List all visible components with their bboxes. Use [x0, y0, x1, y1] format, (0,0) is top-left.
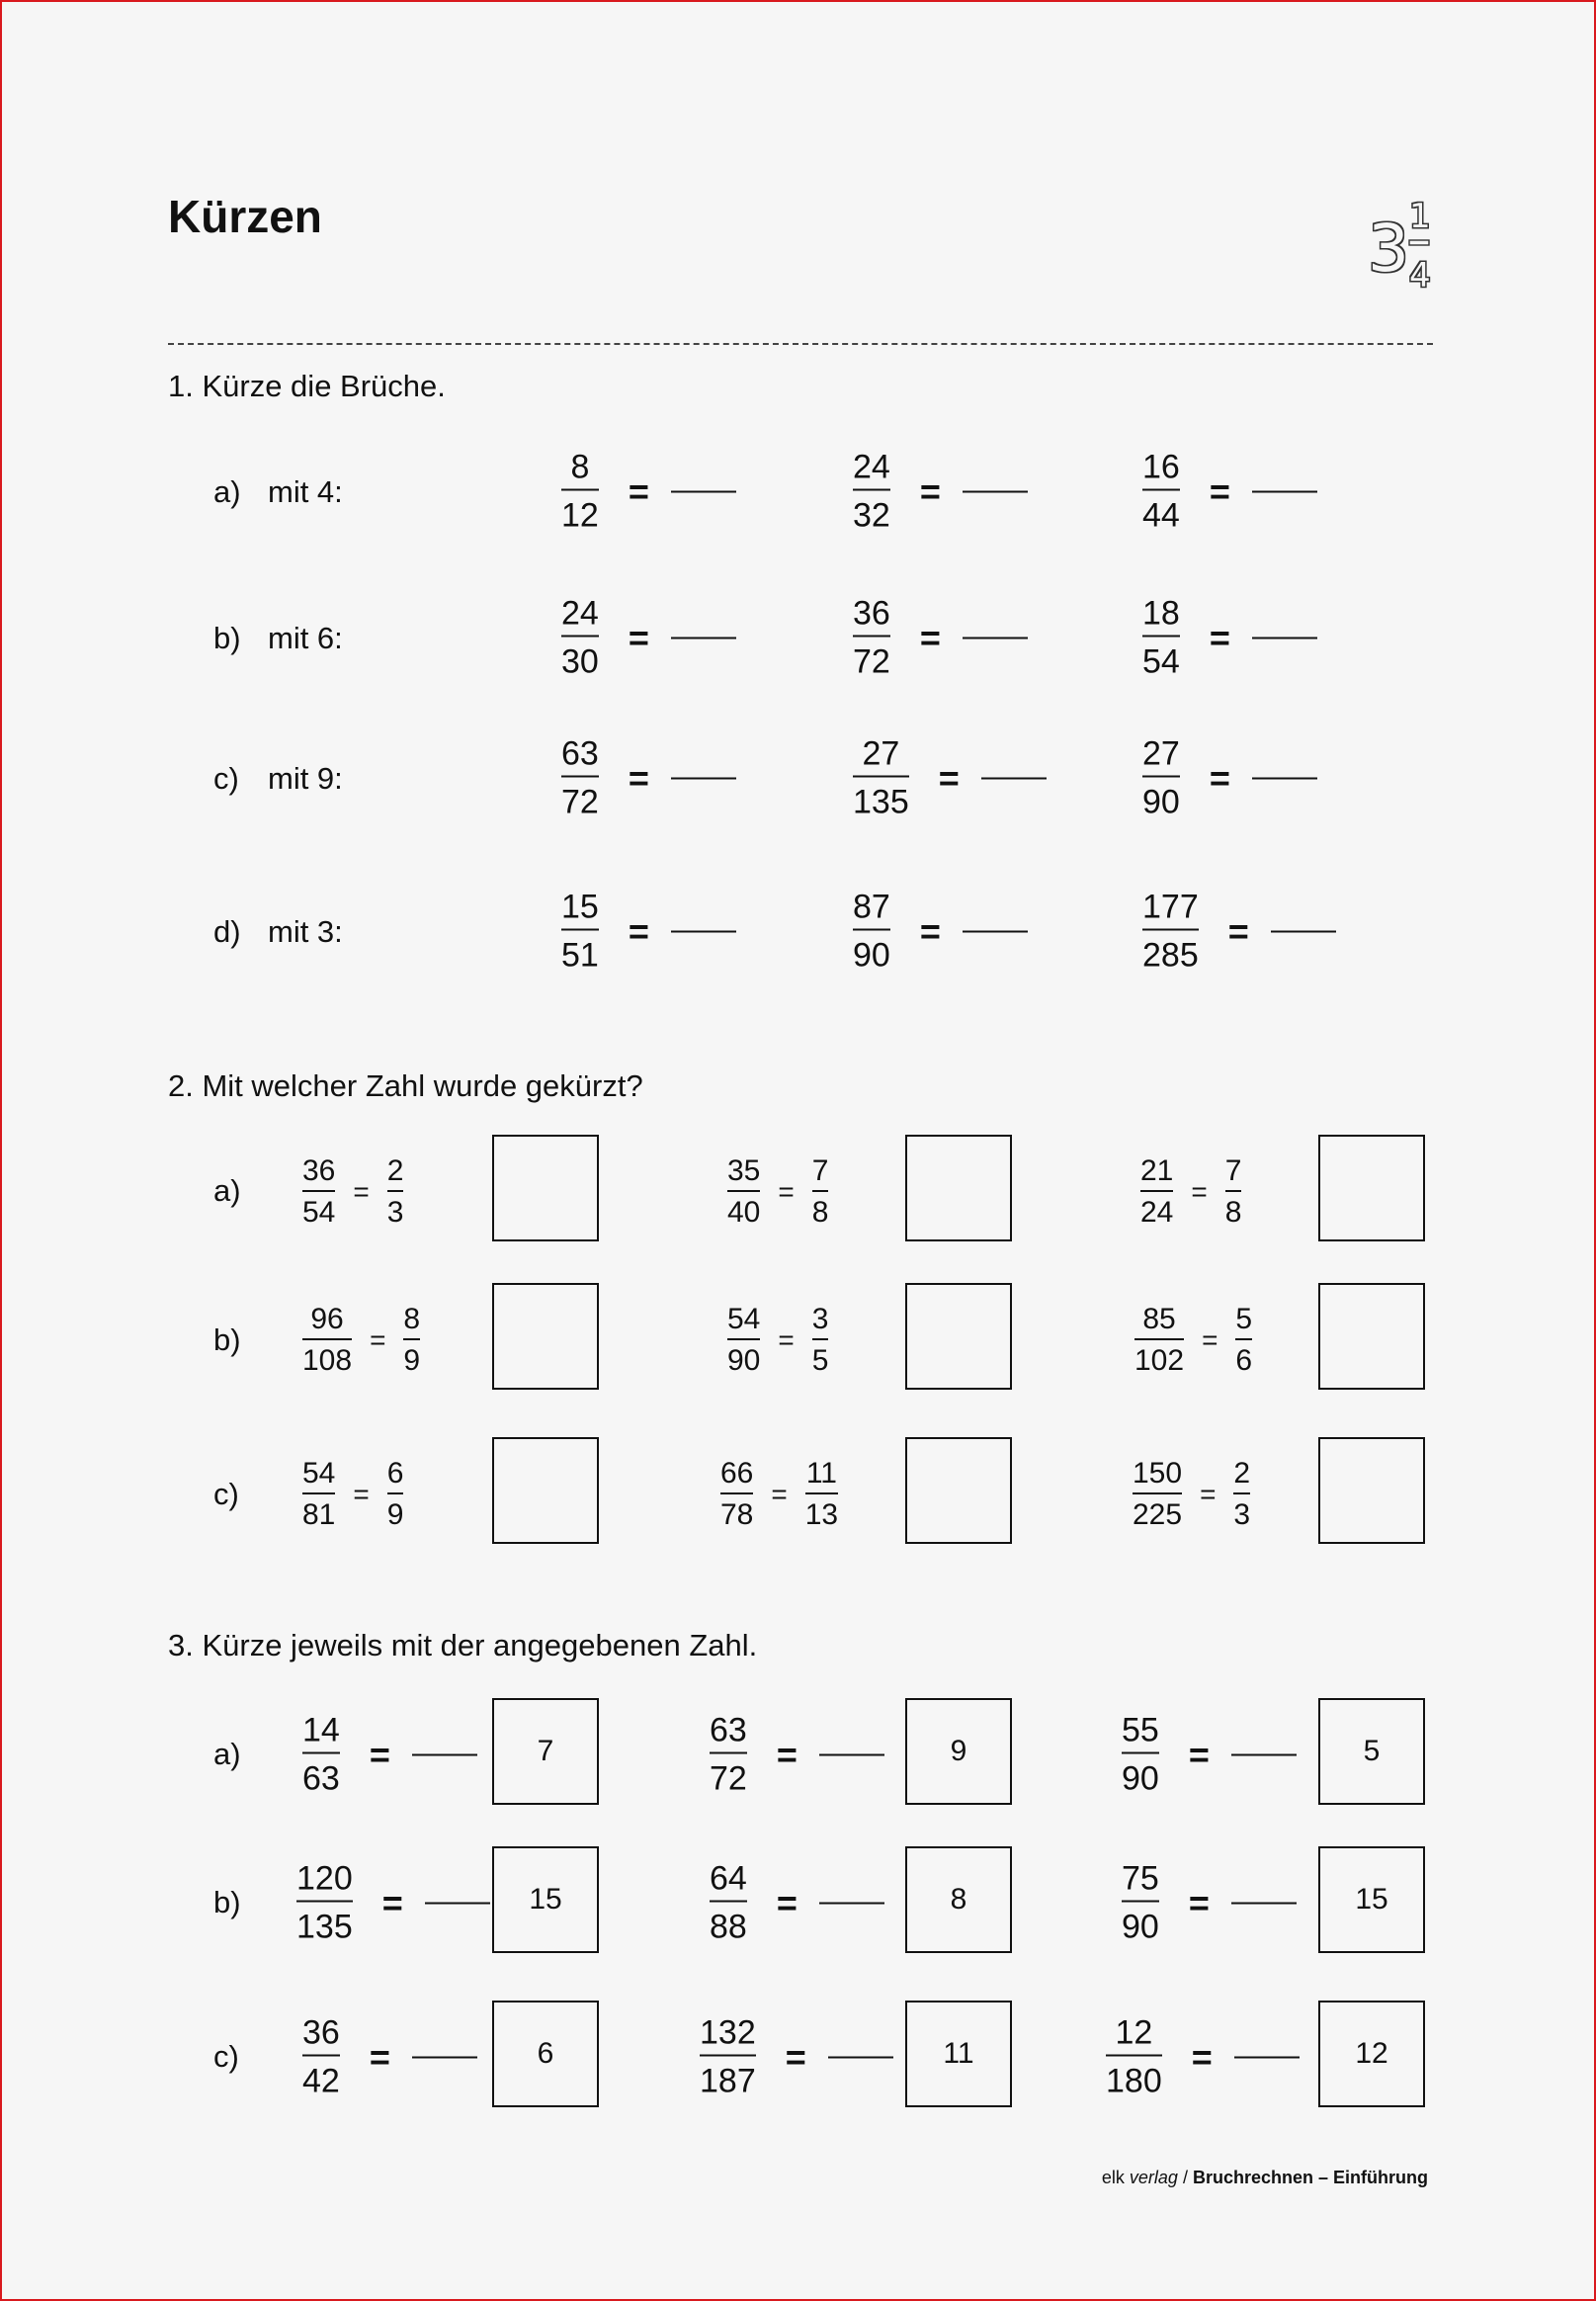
divisor-box: 5 — [1318, 1698, 1425, 1805]
fraction-bar — [853, 636, 890, 638]
denominator: 90 — [1142, 783, 1180, 821]
fraction-bar — [1142, 776, 1180, 778]
numerator: 11 — [805, 1457, 837, 1490]
numerator: 15 — [561, 888, 599, 926]
numerator: 54 — [727, 1303, 761, 1335]
numerator: 35 — [727, 1154, 761, 1187]
fraction-equation — [302, 1459, 403, 1530]
fraction-exercise — [700, 2013, 893, 2100]
fraction-bar — [387, 1190, 404, 1192]
answer-box[interactable] — [905, 1283, 1012, 1390]
numerator: 64 — [710, 1859, 747, 1898]
answer-blank[interactable] — [671, 637, 736, 639]
fraction-exercise — [561, 448, 736, 535]
fraction-equation — [302, 1156, 403, 1228]
numerator: 18 — [1142, 594, 1180, 633]
equals-sign: = — [353, 1479, 370, 1509]
equals-sign: = — [778, 1176, 795, 1207]
fraction — [710, 1859, 747, 1946]
denominator: 180 — [1106, 2062, 1162, 2100]
fraction — [302, 1459, 335, 1530]
answer-box[interactable] — [1318, 1437, 1425, 1544]
numerator: 6 — [386, 1457, 404, 1490]
fraction — [387, 1459, 404, 1530]
fraction-three-quarter-logo-icon — [1366, 188, 1437, 297]
equals-sign: = — [1200, 1479, 1217, 1509]
fraction — [1142, 594, 1180, 681]
numerator: 36 — [302, 1154, 336, 1187]
denominator: 9 — [386, 1498, 404, 1531]
denominator: 90 — [727, 1344, 761, 1377]
divisor-box: 9 — [905, 1698, 1012, 1805]
fraction — [302, 1305, 352, 1376]
equals-sign: = — [353, 1176, 370, 1207]
fraction-bar — [302, 1338, 352, 1340]
denominator: 3 — [1233, 1498, 1251, 1531]
numerator: 8 — [403, 1303, 421, 1335]
divisor-box: 12 — [1318, 2001, 1425, 2107]
denominator: 102 — [1134, 1344, 1185, 1377]
equals-sign: = — [785, 2036, 806, 2077]
denominator: 6 — [1235, 1344, 1253, 1377]
fraction-bar — [805, 1492, 838, 1494]
fraction-exercise — [561, 734, 736, 821]
row-label: d) — [213, 914, 241, 949]
footer-separator: / — [1182, 2168, 1188, 2187]
row-label: c) — [213, 761, 239, 796]
equals-sign: = — [919, 910, 941, 951]
divisor-box: 8 — [905, 1846, 1012, 1953]
fraction-equation — [1140, 1156, 1241, 1228]
fraction — [812, 1305, 829, 1376]
numerator: 54 — [302, 1457, 336, 1490]
fraction — [1235, 1305, 1252, 1376]
numerator: 120 — [296, 1859, 353, 1898]
row-label: b) — [213, 1885, 241, 1919]
numerator: 2 — [386, 1154, 404, 1187]
denominator: 88 — [710, 1908, 747, 1946]
fraction-equation — [720, 1459, 838, 1530]
exercise-3-title: 3. Kürze jeweils mit der angegebenen Zahl. — [168, 1628, 758, 1662]
numerator: 27 — [1142, 734, 1180, 773]
row-instruction: mit 9: — [268, 761, 343, 796]
fraction — [1140, 1156, 1173, 1228]
fraction-exercise — [561, 594, 736, 681]
answer-box[interactable] — [905, 1437, 1012, 1544]
numerator: 96 — [310, 1303, 344, 1335]
fraction — [1225, 1156, 1242, 1228]
denominator: 5 — [811, 1344, 829, 1377]
answer-blank[interactable] — [412, 1753, 477, 1755]
fraction-bar — [561, 636, 599, 638]
row-label: a) — [213, 474, 241, 509]
row-instruction: mit 6: — [268, 621, 343, 655]
fraction-exercise — [1142, 734, 1317, 821]
denominator: 24 — [1140, 1196, 1174, 1229]
fraction-exercise — [853, 448, 1028, 535]
answer-blank[interactable] — [819, 1753, 884, 1755]
fraction-exercise — [302, 1711, 477, 1798]
numerator: 36 — [853, 594, 890, 633]
fraction-bar — [1235, 1338, 1252, 1340]
divisor-box: 6 — [492, 2001, 599, 2107]
numerator: 85 — [1142, 1303, 1176, 1335]
answer-blank[interactable] — [671, 930, 736, 932]
fraction-bar — [296, 1901, 353, 1903]
fraction — [1133, 1459, 1182, 1530]
fraction — [387, 1156, 404, 1228]
numerator: 7 — [1224, 1154, 1242, 1187]
fraction — [302, 1711, 340, 1798]
fraction — [302, 2013, 340, 2100]
numerator: 7 — [811, 1154, 829, 1187]
fraction-bar — [853, 489, 890, 491]
fraction-bar — [710, 1752, 747, 1754]
fraction-exercise — [1122, 1859, 1297, 1946]
answer-box[interactable] — [492, 1437, 599, 1544]
fraction-bar — [403, 1338, 420, 1340]
denominator: 135 — [853, 783, 909, 821]
fraction-exercise — [853, 594, 1028, 681]
denominator: 81 — [302, 1498, 336, 1531]
fraction-bar — [302, 1190, 335, 1192]
denominator: 285 — [1142, 936, 1199, 975]
fraction-exercise — [561, 888, 736, 975]
answer-blank[interactable] — [412, 2056, 477, 2058]
fraction-exercise — [302, 2013, 477, 2100]
fraction-bar — [561, 489, 599, 491]
fraction — [1142, 888, 1199, 975]
fraction — [561, 888, 599, 975]
fraction-exercise — [1142, 888, 1336, 975]
row-label: a) — [213, 1173, 241, 1208]
equals-sign: = — [1191, 2036, 1213, 2077]
fraction-bar — [853, 776, 909, 778]
numerator: 55 — [1122, 1711, 1159, 1749]
fraction — [1106, 2013, 1162, 2100]
denominator: 54 — [302, 1196, 336, 1229]
fraction-bar — [387, 1492, 404, 1494]
fraction-exercise — [1122, 1711, 1297, 1798]
answer-blank[interactable] — [1271, 930, 1336, 932]
fraction-bar — [1142, 929, 1199, 931]
numerator: 8 — [570, 448, 590, 486]
denominator: 72 — [561, 783, 599, 821]
fraction — [1134, 1305, 1184, 1376]
fraction-bar — [727, 1338, 760, 1340]
denominator: 30 — [561, 642, 599, 681]
denominator: 32 — [853, 496, 890, 535]
answer-blank[interactable] — [1231, 1902, 1297, 1904]
fraction-bar — [710, 1901, 747, 1903]
equals-sign: = — [1188, 1882, 1210, 1922]
fraction-exercise — [853, 888, 1028, 975]
denominator: 54 — [1142, 642, 1180, 681]
fraction — [403, 1305, 420, 1376]
denominator: 42 — [302, 2062, 340, 2100]
equals-sign: = — [381, 1882, 403, 1922]
logo-fraction-bar — [1409, 240, 1429, 245]
denominator: 90 — [853, 936, 890, 975]
row-label: b) — [213, 1322, 241, 1357]
fraction-bar — [727, 1190, 760, 1192]
logo-whole: 3 — [1368, 211, 1409, 287]
equals-sign: = — [1209, 470, 1230, 511]
equals-sign: = — [369, 1734, 390, 1774]
equals-sign: = — [919, 617, 941, 657]
fraction — [812, 1156, 829, 1228]
equals-sign: = — [771, 1479, 788, 1509]
fraction — [720, 1459, 753, 1530]
fraction-equation — [727, 1156, 828, 1228]
fraction-bar — [561, 929, 599, 931]
denominator: 90 — [1122, 1908, 1159, 1946]
row-label: c) — [213, 2039, 239, 2074]
numerator: 24 — [561, 594, 599, 633]
equals-sign: = — [369, 2036, 390, 2077]
fraction — [1142, 448, 1180, 535]
fraction — [1142, 734, 1180, 821]
fraction — [1233, 1459, 1250, 1530]
denominator: 225 — [1133, 1498, 1183, 1531]
exercise-1-title: 1. Kürze die Brüche. — [168, 369, 446, 403]
fraction — [710, 1711, 747, 1798]
answer-box[interactable] — [492, 1135, 599, 1241]
equals-sign: = — [1209, 617, 1230, 657]
answer-blank[interactable] — [671, 490, 736, 492]
divisor-box: 15 — [492, 1846, 599, 1953]
numerator: 75 — [1122, 1859, 1159, 1898]
fraction-exercise — [296, 1859, 490, 1946]
answer-blank[interactable] — [1252, 637, 1317, 639]
row-label: a) — [213, 1737, 241, 1771]
fraction-bar — [1142, 489, 1180, 491]
denominator: 44 — [1142, 496, 1180, 535]
denominator: 9 — [403, 1344, 421, 1377]
numerator: 36 — [302, 2013, 340, 2052]
denominator: 51 — [561, 936, 599, 975]
numerator: 132 — [700, 2013, 756, 2052]
equals-sign: = — [776, 1734, 798, 1774]
fraction-bar — [1134, 1338, 1184, 1340]
row-label: b) — [213, 621, 241, 655]
equals-sign: = — [1209, 757, 1230, 798]
numerator: 12 — [1115, 2013, 1153, 2052]
numerator: 16 — [1142, 448, 1180, 486]
row-label: c) — [213, 1477, 239, 1511]
denominator: 12 — [561, 496, 599, 535]
fraction — [1122, 1859, 1159, 1946]
equals-sign: = — [628, 617, 649, 657]
fraction — [805, 1459, 838, 1530]
equals-sign: = — [1202, 1324, 1218, 1355]
numerator: 14 — [302, 1711, 340, 1749]
answer-blank[interactable] — [1252, 490, 1317, 492]
equals-sign: = — [776, 1882, 798, 1922]
fraction-bar — [853, 929, 890, 931]
divisor-box: 11 — [905, 2001, 1012, 2107]
footer-publisher: elk — [1101, 2168, 1125, 2187]
equals-sign: = — [1191, 1176, 1208, 1207]
fraction — [561, 734, 599, 821]
divisor-box: 7 — [492, 1698, 599, 1805]
numerator: 66 — [720, 1457, 754, 1490]
fraction-bar — [812, 1338, 829, 1340]
fraction-bar — [1122, 1752, 1159, 1754]
denominator: 13 — [804, 1498, 839, 1531]
equals-sign: = — [778, 1324, 795, 1355]
answer-blank[interactable] — [425, 1902, 490, 1904]
equals-sign: = — [1227, 910, 1249, 951]
denominator: 72 — [710, 1759, 747, 1798]
fraction — [853, 448, 890, 535]
numerator: 150 — [1133, 1457, 1183, 1490]
fraction-bar — [700, 2055, 756, 2057]
fraction — [727, 1156, 760, 1228]
denominator: 108 — [302, 1344, 353, 1377]
dashed-divider — [168, 343, 1433, 345]
denominator: 8 — [811, 1196, 829, 1229]
answer-box[interactable] — [905, 1135, 1012, 1241]
row-instruction: mit 4: — [268, 474, 343, 509]
denominator: 90 — [1122, 1759, 1159, 1798]
fraction — [561, 594, 599, 681]
fraction-bar — [1133, 1492, 1182, 1494]
equals-sign: = — [1188, 1734, 1210, 1774]
fraction — [561, 448, 599, 535]
fraction-bar — [1225, 1190, 1242, 1192]
equals-sign: = — [628, 470, 649, 511]
logo-numerator: 1 — [1409, 197, 1431, 236]
fraction-bar — [1122, 1901, 1159, 1903]
numerator: 21 — [1140, 1154, 1174, 1187]
fraction-exercise — [710, 1859, 884, 1946]
fraction — [1122, 1711, 1159, 1798]
fraction-bar — [302, 1492, 335, 1494]
fraction-bar — [302, 2055, 340, 2057]
answer-box[interactable] — [492, 1283, 599, 1390]
footer-credit — [1102, 2168, 1428, 2188]
fraction-bar — [302, 1752, 340, 1754]
answer-blank[interactable] — [1234, 2056, 1300, 2058]
answer-blank[interactable] — [828, 2056, 893, 2058]
divisor-box: 15 — [1318, 1846, 1425, 1953]
equals-sign: = — [628, 757, 649, 798]
page-title: Kürzen — [168, 191, 322, 242]
footer-verlag: verlag — [1129, 2168, 1178, 2187]
denominator: 40 — [727, 1196, 761, 1229]
fraction-bar — [561, 776, 599, 778]
fraction — [853, 734, 909, 821]
fraction — [302, 1156, 335, 1228]
fraction — [700, 2013, 756, 2100]
fraction-bar — [720, 1492, 753, 1494]
answer-blank[interactable] — [963, 490, 1028, 492]
fraction — [296, 1859, 353, 1946]
answer-blank[interactable] — [981, 777, 1047, 779]
denominator: 8 — [1224, 1196, 1242, 1229]
numerator: 2 — [1233, 1457, 1251, 1490]
fraction-bar — [1142, 636, 1180, 638]
denominator: 63 — [302, 1759, 340, 1798]
equals-sign: = — [628, 910, 649, 951]
numerator: 5 — [1235, 1303, 1253, 1335]
numerator: 24 — [853, 448, 890, 486]
equals-sign: = — [919, 470, 941, 511]
answer-blank[interactable] — [1231, 1753, 1297, 1755]
numerator: 87 — [853, 888, 890, 926]
numerator: 27 — [862, 734, 900, 773]
numerator: 63 — [561, 734, 599, 773]
numerator: 3 — [811, 1303, 829, 1335]
numerator: 63 — [710, 1711, 747, 1749]
fraction-equation — [302, 1305, 420, 1376]
fraction-exercise — [1142, 448, 1317, 535]
answer-blank[interactable] — [963, 637, 1028, 639]
fraction-equation — [1133, 1459, 1250, 1530]
fraction-exercise — [1142, 594, 1317, 681]
answer-blank[interactable] — [1252, 777, 1317, 779]
answer-blank[interactable] — [819, 1902, 884, 1904]
fraction-exercise — [710, 1711, 884, 1798]
fraction — [853, 594, 890, 681]
logo-denominator: 4 — [1409, 256, 1431, 296]
fraction-exercise — [853, 734, 1047, 821]
fraction-exercise — [1106, 2013, 1300, 2100]
fraction-bar — [812, 1190, 829, 1192]
denominator: 78 — [720, 1498, 754, 1531]
denominator: 72 — [853, 642, 890, 681]
equals-sign: = — [370, 1324, 386, 1355]
denominator: 187 — [700, 2062, 756, 2100]
answer-blank[interactable] — [963, 930, 1028, 932]
fraction-bar — [1140, 1190, 1173, 1192]
row-instruction: mit 3: — [268, 914, 343, 949]
answer-box[interactable] — [1318, 1283, 1425, 1390]
fraction-equation — [727, 1305, 828, 1376]
denominator: 135 — [296, 1908, 353, 1946]
numerator: 177 — [1142, 888, 1199, 926]
fraction-equation — [1134, 1305, 1252, 1376]
fraction-bar — [1106, 2055, 1162, 2057]
denominator: 3 — [386, 1196, 404, 1229]
answer-blank[interactable] — [671, 777, 736, 779]
answer-box[interactable] — [1318, 1135, 1425, 1241]
equals-sign: = — [938, 757, 960, 798]
fraction — [727, 1305, 760, 1376]
fraction-bar — [1233, 1492, 1250, 1494]
footer-book-title: Bruchrechnen – Einführung — [1192, 2168, 1428, 2187]
fraction — [853, 888, 890, 975]
exercise-2-title: 2. Mit welcher Zahl wurde gekürzt? — [168, 1068, 643, 1103]
